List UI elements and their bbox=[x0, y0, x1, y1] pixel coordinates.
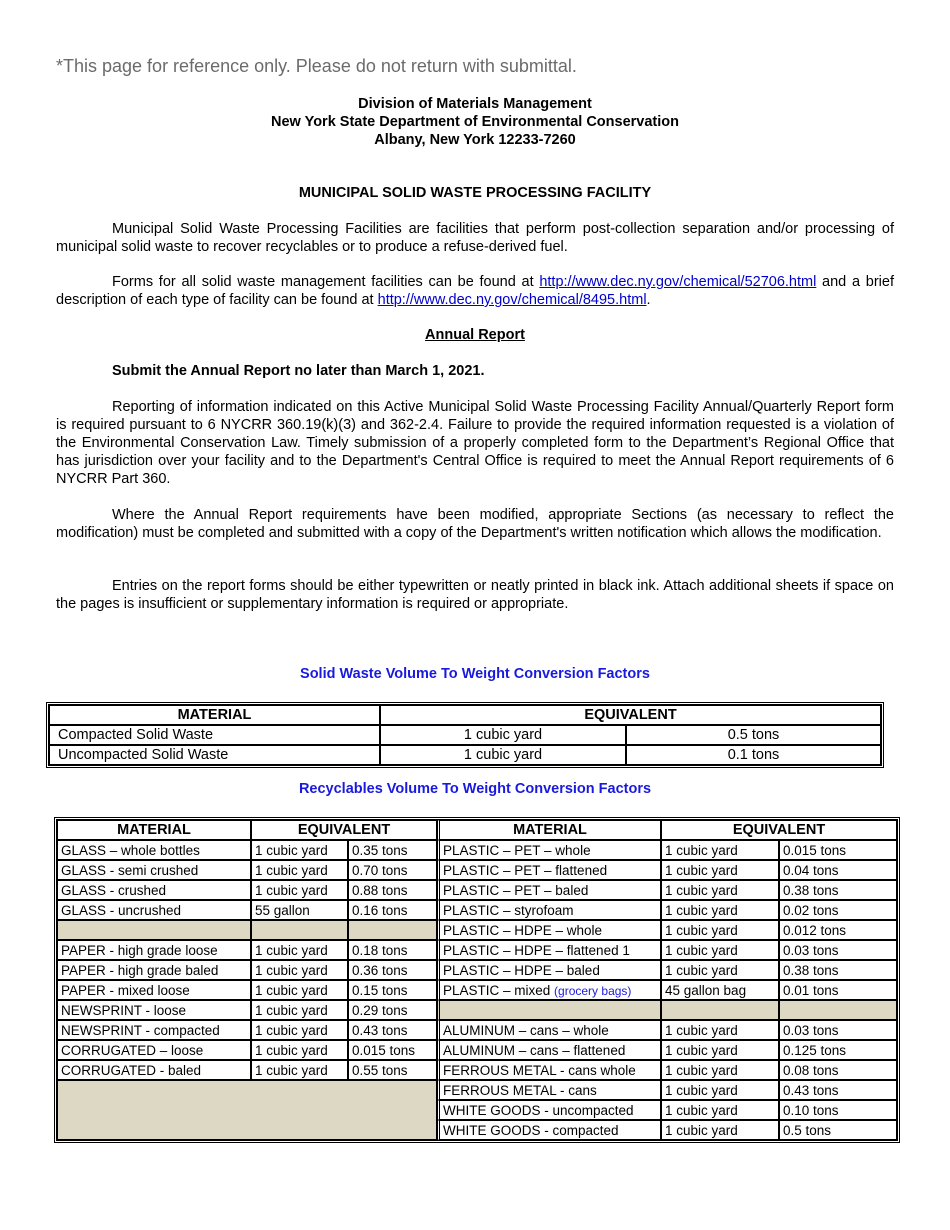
solid-waste-table-title: Solid Waste Volume To Weight Conversion Factors bbox=[300, 666, 650, 682]
material-text: PLASTIC – HDPE – baled bbox=[443, 962, 600, 978]
header-line-address: Albany, New York 12233-7260 bbox=[374, 132, 576, 148]
weight-cell bbox=[779, 1000, 897, 1020]
submit-deadline: Submit the Annual Report no later than March 1, 2021. bbox=[112, 363, 485, 379]
volume-cell: 1 cubic yard bbox=[661, 860, 779, 880]
material-cell: Uncompacted Solid Waste bbox=[49, 745, 380, 765]
material-text: WHITE GOODS - compacted bbox=[443, 1122, 619, 1138]
material-cell: GLASS – whole bottles bbox=[57, 840, 251, 860]
material-cell: PAPER - mixed loose bbox=[57, 980, 251, 1000]
intro-paragraph bbox=[56, 220, 894, 256]
entries-paragraph bbox=[56, 577, 894, 613]
col-material-right: MATERIAL bbox=[437, 820, 661, 840]
modified-paragraph bbox=[56, 506, 894, 542]
material-cell: GLASS - semi crushed bbox=[57, 860, 251, 880]
volume-cell bbox=[251, 920, 348, 940]
material-text: ALUMINUM – cans – flattened bbox=[443, 1042, 626, 1058]
material-text: PLASTIC – HDPE – whole bbox=[443, 922, 603, 938]
volume-cell: 1 cubic yard bbox=[661, 880, 779, 900]
material-text: PLASTIC – HDPE – flattened 1 bbox=[443, 942, 630, 958]
entries-text: Entries on the report forms should be either typewritten or neatly printed in black ink. Attach additional sheets if space on the pages is insufficient or supplementary information is required or appropriate. bbox=[56, 578, 894, 612]
table-row bbox=[57, 1060, 897, 1080]
table-row bbox=[57, 1040, 897, 1060]
table-row bbox=[57, 880, 897, 900]
volume-cell: 1 cubic yard bbox=[251, 980, 348, 1000]
weight-cell: 0.18 tons bbox=[348, 940, 437, 960]
weight-cell: 0.70 tons bbox=[348, 860, 437, 880]
table-row bbox=[57, 900, 897, 920]
volume-cell: 1 cubic yard bbox=[661, 1080, 779, 1100]
volume-cell bbox=[661, 1000, 779, 1020]
table-row bbox=[57, 980, 897, 1000]
weight-cell: 0.02 tons bbox=[779, 900, 897, 920]
weight-cell: 0.88 tons bbox=[348, 880, 437, 900]
table-row bbox=[57, 860, 897, 880]
volume-cell: 45 gallon bag bbox=[661, 980, 779, 1000]
weight-cell: 0.55 tons bbox=[348, 1060, 437, 1080]
volume-cell: 1 cubic yard bbox=[661, 1060, 779, 1080]
material-cell bbox=[437, 960, 661, 980]
weight-cell: 0.10 tons bbox=[779, 1100, 897, 1120]
weight-cell: 0.38 tons bbox=[779, 880, 897, 900]
reporting-paragraph bbox=[56, 398, 894, 488]
material-cell bbox=[437, 1000, 661, 1020]
volume-cell: 1 cubic yard bbox=[251, 840, 348, 860]
material-cell bbox=[437, 860, 661, 880]
header-line-department: New York State Department of Environmental Conservation bbox=[271, 114, 679, 130]
volume-cell: 55 gallon bbox=[251, 900, 348, 920]
volume-cell: 1 cubic yard bbox=[251, 960, 348, 980]
material-text: PLASTIC – PET – baled bbox=[443, 882, 589, 898]
weight-cell: 0.36 tons bbox=[348, 960, 437, 980]
material-cell bbox=[437, 840, 661, 860]
table-row bbox=[57, 840, 897, 860]
material-cell bbox=[437, 1120, 661, 1140]
material-cell bbox=[437, 880, 661, 900]
table-row bbox=[49, 725, 881, 745]
table-row bbox=[49, 745, 881, 765]
volume-cell: 1 cubic yard bbox=[251, 940, 348, 960]
material-cell: NEWSPRINT - compacted bbox=[57, 1020, 251, 1040]
volume-cell: 1 cubic yard bbox=[251, 1040, 348, 1060]
material-cell: GLASS - crushed bbox=[57, 880, 251, 900]
volume-cell: 1 cubic yard bbox=[251, 1020, 348, 1040]
facility-title: MUNICIPAL SOLID WASTE PROCESSING FACILITY bbox=[298, 185, 652, 201]
weight-cell bbox=[348, 920, 437, 940]
weight-cell: 0.5 tons bbox=[779, 1120, 897, 1140]
material-text: WHITE GOODS - uncompacted bbox=[443, 1102, 634, 1118]
weight-cell: 0.15 tons bbox=[348, 980, 437, 1000]
weight-cell: 0.03 tons bbox=[779, 1020, 897, 1040]
table-header-row bbox=[57, 820, 897, 840]
table-row bbox=[57, 940, 897, 960]
recyclables-table-title: Recyclables Volume To Weight Conversion Factors bbox=[298, 781, 652, 797]
weight-cell: 0.125 tons bbox=[779, 1040, 897, 1060]
forms-text-1: Forms for all solid waste management facilities can be found at bbox=[112, 274, 540, 290]
col-equivalent: EQUIVALENT bbox=[380, 705, 881, 725]
volume-cell: 1 cubic yard bbox=[661, 1100, 779, 1120]
material-cell: PAPER - high grade loose bbox=[57, 940, 251, 960]
table-row bbox=[57, 920, 897, 940]
volume-cell: 1 cubic yard bbox=[661, 1040, 779, 1060]
volume-cell: 1 cubic yard bbox=[251, 1000, 348, 1020]
volume-cell: 1 cubic yard bbox=[251, 880, 348, 900]
weight-cell: 0.015 tons bbox=[779, 840, 897, 860]
weight-cell: 0.08 tons bbox=[779, 1060, 897, 1080]
weight-cell: 0.43 tons bbox=[779, 1080, 897, 1100]
weight-cell: 0.35 tons bbox=[348, 840, 437, 860]
forms-paragraph bbox=[56, 273, 894, 309]
forms-text-3: . bbox=[646, 292, 651, 308]
volume-cell: 1 cubic yard bbox=[661, 1020, 779, 1040]
volume-cell: 1 cubic yard bbox=[661, 940, 779, 960]
weight-cell: 0.01 tons bbox=[779, 980, 897, 1000]
intro-text: Municipal Solid Waste Processing Facilities are facilities that perform post-collection separation and/or processing of municipal solid waste to recover recyclables or to produce a refuse-derived fuel. bbox=[56, 221, 894, 255]
material-cell: PAPER - high grade baled bbox=[57, 960, 251, 980]
agency-header bbox=[0, 95, 950, 149]
material-text: PLASTIC – PET – whole bbox=[443, 842, 591, 858]
weight-cell: 0.29 tons bbox=[348, 1000, 437, 1020]
material-cell bbox=[437, 940, 661, 960]
material-cell: Compacted Solid Waste bbox=[49, 725, 380, 745]
material-cell bbox=[57, 920, 251, 940]
col-equivalent-right: EQUIVALENT bbox=[661, 820, 897, 840]
weight-cell: 0.43 tons bbox=[348, 1020, 437, 1040]
weight-cell: 0.04 tons bbox=[779, 860, 897, 880]
material-cell bbox=[437, 980, 661, 1000]
material-cell bbox=[437, 1100, 661, 1120]
volume-cell: 1 cubic yard bbox=[251, 1060, 348, 1080]
material-note: (grocery bags) bbox=[554, 983, 632, 998]
material-text: PLASTIC – PET – flattened bbox=[443, 862, 608, 878]
weight-cell: 0.03 tons bbox=[779, 940, 897, 960]
weight-cell: 0.16 tons bbox=[348, 900, 437, 920]
volume-cell: 1 cubic yard bbox=[661, 920, 779, 940]
header-line-division: Division of Materials Management bbox=[358, 96, 592, 112]
weight-cell: 0.5 tons bbox=[626, 725, 881, 745]
table-row bbox=[57, 1020, 897, 1040]
material-cell bbox=[437, 920, 661, 940]
table-row bbox=[57, 1000, 897, 1020]
material-cell bbox=[437, 900, 661, 920]
solid-waste-conversion-table bbox=[46, 702, 884, 768]
material-text: ALUMINUM – cans – whole bbox=[443, 1022, 609, 1038]
table-row bbox=[57, 1080, 897, 1100]
weight-cell: 0.012 tons bbox=[779, 920, 897, 940]
material-text: FERROUS METAL - cans whole bbox=[443, 1062, 636, 1078]
material-cell bbox=[437, 1080, 661, 1100]
material-text: PLASTIC – mixed bbox=[443, 982, 555, 998]
volume-cell: 1 cubic yard bbox=[380, 725, 626, 745]
volume-cell: 1 cubic yard bbox=[661, 900, 779, 920]
table-header-row bbox=[49, 705, 881, 725]
annual-report-title: Annual Report bbox=[425, 327, 525, 343]
weight-cell: 0.1 tons bbox=[626, 745, 881, 765]
empty-filler-cell bbox=[57, 1080, 437, 1140]
recyclables-conversion-table bbox=[54, 817, 900, 1143]
material-cell bbox=[437, 1040, 661, 1060]
col-material: MATERIAL bbox=[49, 705, 380, 725]
col-equivalent-left: EQUIVALENT bbox=[251, 820, 437, 840]
volume-cell: 1 cubic yard bbox=[661, 1120, 779, 1140]
forms-text-2: and a brief description of each type of facility can be found at bbox=[56, 274, 894, 308]
modified-text: Where the Annual Report requirements have been modified, appropriate Sections (as necessary to reflect the modification) must be completed and submitted with a copy of the Department's written notification which allows the modification. bbox=[56, 507, 894, 541]
col-material-left: MATERIAL bbox=[57, 820, 251, 840]
material-cell: CORRUGATED – loose bbox=[57, 1040, 251, 1060]
material-cell bbox=[437, 1060, 661, 1080]
material-text: FERROUS METAL - cans bbox=[443, 1082, 597, 1098]
material-cell: GLASS - uncrushed bbox=[57, 900, 251, 920]
material-cell: NEWSPRINT - loose bbox=[57, 1000, 251, 1020]
reference-note: *This page for reference only. Please do not return with submittal. bbox=[56, 56, 577, 76]
forms-link[interactable]: http://www.dec.ny.gov/chemical/52706.html bbox=[539, 274, 817, 290]
material-cell bbox=[437, 1020, 661, 1040]
volume-cell: 1 cubic yard bbox=[251, 860, 348, 880]
material-cell: CORRUGATED - baled bbox=[57, 1060, 251, 1080]
weight-cell: 0.015 tons bbox=[348, 1040, 437, 1060]
volume-cell: 1 cubic yard bbox=[661, 840, 779, 860]
table-row bbox=[57, 960, 897, 980]
volume-cell: 1 cubic yard bbox=[661, 960, 779, 980]
volume-cell: 1 cubic yard bbox=[380, 745, 626, 765]
reporting-text: Reporting of information indicated on this Active Municipal Solid Waste Processing Facility Annual/Quarterly Report form is required pursuant to 6 NYCRR 360.19(k)(3) and 362-2.4. Failure to provide the required information requested is a violation of the Environmental Conservation Law. Timely submission of a properly completed form to the Department’s Regional Office that has jurisdiction over your facility and to the Department's Central Office is required to meet the Annual Report requirements of 6 NYCRR Part 360. bbox=[56, 399, 894, 487]
weight-cell: 0.38 tons bbox=[779, 960, 897, 980]
facility-types-link[interactable]: http://www.dec.ny.gov/chemical/8495.html bbox=[377, 292, 647, 308]
material-text: PLASTIC – styrofoam bbox=[443, 902, 574, 918]
